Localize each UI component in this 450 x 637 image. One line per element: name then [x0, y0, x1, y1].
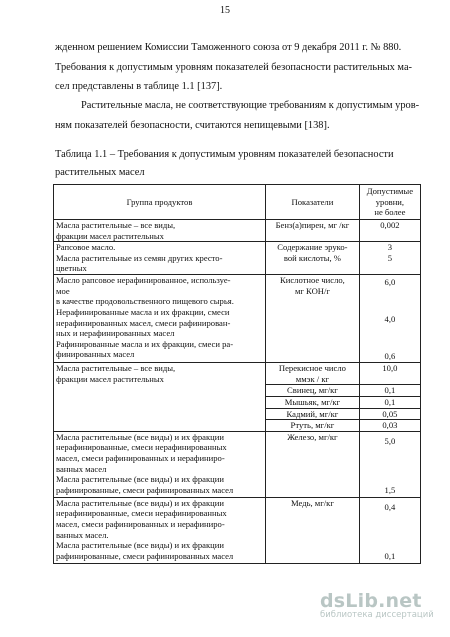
- column-header-indicator: Показатели: [266, 185, 360, 220]
- cell-line: Масла растительные из семян других кресто-: [56, 252, 223, 263]
- product-group-cell: [54, 220, 266, 242]
- caption-line: растительных масел: [55, 167, 145, 178]
- cell-line: Рапсовое масло.: [56, 242, 116, 253]
- header-line: не более: [374, 207, 406, 218]
- level-cell: 0,05: [359, 408, 420, 420]
- cell-line: 5,0: [384, 435, 396, 446]
- cell-line: вой кислоты, %: [283, 252, 341, 263]
- text-line: жденном решением Комиссии Таможенного союза от 9 декабря 2011 г. № 880.: [55, 42, 402, 53]
- table-row: [54, 363, 421, 385]
- cell-line: фракции масел растительных: [56, 373, 164, 384]
- cell-line: 1,5: [384, 485, 396, 496]
- product-group-cell: [54, 275, 266, 363]
- cell-line: ммэк / кг: [295, 373, 330, 384]
- cell-line: Кислотное число,: [280, 275, 345, 286]
- text-line: сел представлены в таблице 1.1 [137].: [55, 81, 223, 92]
- table-caption: [55, 146, 421, 182]
- cell-line: Масла растительные (все виды) и их фракции: [56, 431, 224, 442]
- cell-line: 4,0: [384, 313, 396, 324]
- table-row: [54, 242, 421, 275]
- cell-line: 0,1: [384, 551, 396, 562]
- cell-line: масел, смеси рафинированных и нерафиниро-: [56, 518, 225, 529]
- cell-line: Масла растительные (все виды) и их фракции: [56, 474, 224, 485]
- cell-line: мг КОН/г: [294, 285, 330, 296]
- indicator-cell: Свинец, мг/кг: [266, 385, 360, 397]
- cell-line: ных и нерафинированных масел: [56, 328, 175, 339]
- caption-line: Таблица 1.1 – Требования к допустимым уровням показателей безопасности: [55, 149, 394, 160]
- cell-line: финированных масел: [56, 349, 135, 360]
- cell-line: ванных масел: [56, 463, 107, 474]
- table-row: [54, 431, 421, 497]
- header-line: Допустимые: [366, 186, 414, 197]
- text-line: Растительные масла, не соответствующие требованиям к допустимым уров-: [81, 100, 420, 111]
- table-row: [54, 497, 421, 563]
- cell-line: Масла растительные – все виды,: [56, 363, 176, 374]
- safety-requirements-table: [53, 184, 421, 564]
- cell-line: нерафинированные, смеси нерафинированных: [56, 508, 227, 519]
- watermark-subtitle: библиотека диссертаций: [320, 610, 434, 620]
- indicator-cell: Кадмий, мг/кг: [266, 408, 360, 420]
- product-group-cell: [54, 242, 266, 275]
- indicator-cell: Ртуть, мг/кг: [266, 420, 360, 432]
- indicator-cell: Железо, мг/кг: [266, 431, 360, 497]
- level-cell: 0,1: [359, 396, 420, 408]
- level-cell: 0,03: [359, 420, 420, 432]
- paragraph-1: [55, 38, 421, 97]
- cell-line: Содержание эруко-: [277, 242, 348, 253]
- column-header-allowed-levels: [359, 185, 420, 220]
- cell-line: 0,4: [384, 501, 396, 512]
- column-header-group: Группа продуктов: [54, 185, 266, 220]
- cell-line: Масла растительные – все виды,: [56, 220, 176, 230]
- level-cell: [359, 275, 420, 363]
- cell-line: Нерафинированные масла и их фракции, смеси: [56, 306, 230, 317]
- indicator-cell: Бенз(а)пирен, мг /кг: [266, 220, 360, 242]
- level-cell: [359, 431, 420, 497]
- level-cell: [359, 497, 420, 563]
- cell-line: 3: [387, 242, 393, 253]
- indicator-cell: [266, 275, 360, 363]
- cell-line: фракции масел растительных: [56, 230, 164, 241]
- cell-line: ванных масел.: [56, 529, 109, 540]
- cell-line: рафинированные, смеси рафинированных масел: [56, 550, 234, 561]
- indicator-cell: Медь, мг/кг: [266, 497, 360, 563]
- table-row: [54, 275, 421, 363]
- level-cell: 0,1: [359, 385, 420, 397]
- level-cell: 10,0: [359, 363, 420, 385]
- cell-line: цветных: [56, 263, 87, 274]
- product-group-cell: [54, 497, 266, 563]
- cell-line: масел, смеси рафинированных и нерафиниро-: [56, 452, 225, 463]
- product-group-cell: [54, 363, 266, 432]
- cell-line: нерафинированные, смеси нерафинированных: [56, 442, 227, 453]
- product-group-cell: [54, 431, 266, 497]
- table-header-row: [54, 185, 421, 220]
- cell-line: мое: [56, 285, 70, 296]
- cell-line: нерафинированных масел, смеси рафинирован-: [56, 317, 231, 328]
- text-line: Требования к допустимым уровням показателей безопасности растительных ма-: [55, 61, 413, 73]
- cell-line: Перекисное число: [278, 363, 346, 374]
- indicator-cell: [266, 242, 360, 275]
- cell-line: 5: [387, 252, 393, 263]
- table-row: [54, 220, 421, 242]
- cell-line: 0,6: [384, 350, 396, 361]
- watermark-logo: dsLib.net: [320, 590, 422, 612]
- cell-line: Рафинированные масла и их фракции, смеси ра-: [56, 338, 234, 349]
- watermark: [320, 590, 434, 620]
- header-line: уровни,: [375, 196, 405, 207]
- cell-line: рафинированные, смеси рафинированных масел: [56, 484, 234, 495]
- cell-line: Масло рапсовое нерафинированное, используе-: [56, 275, 231, 286]
- level-cell: 0,002: [359, 220, 420, 242]
- level-cell: [359, 242, 420, 275]
- page-number: 15: [220, 5, 230, 16]
- indicator-cell: [266, 363, 360, 385]
- cell-line: Масла растительные (все виды) и их фракции: [56, 497, 224, 508]
- cell-line: в качестве продовольственного пищевого сырья.: [56, 296, 234, 307]
- paragraph-2: [55, 96, 421, 135]
- indicator-cell: Мышьяк, мг/кг: [266, 396, 360, 408]
- cell-line: Масла растительные (все виды) и их фракции: [56, 540, 224, 551]
- text-line: ням показателей безопасности, считаются непищевыми [138].: [55, 119, 330, 131]
- cell-line: 6,0: [384, 277, 396, 288]
